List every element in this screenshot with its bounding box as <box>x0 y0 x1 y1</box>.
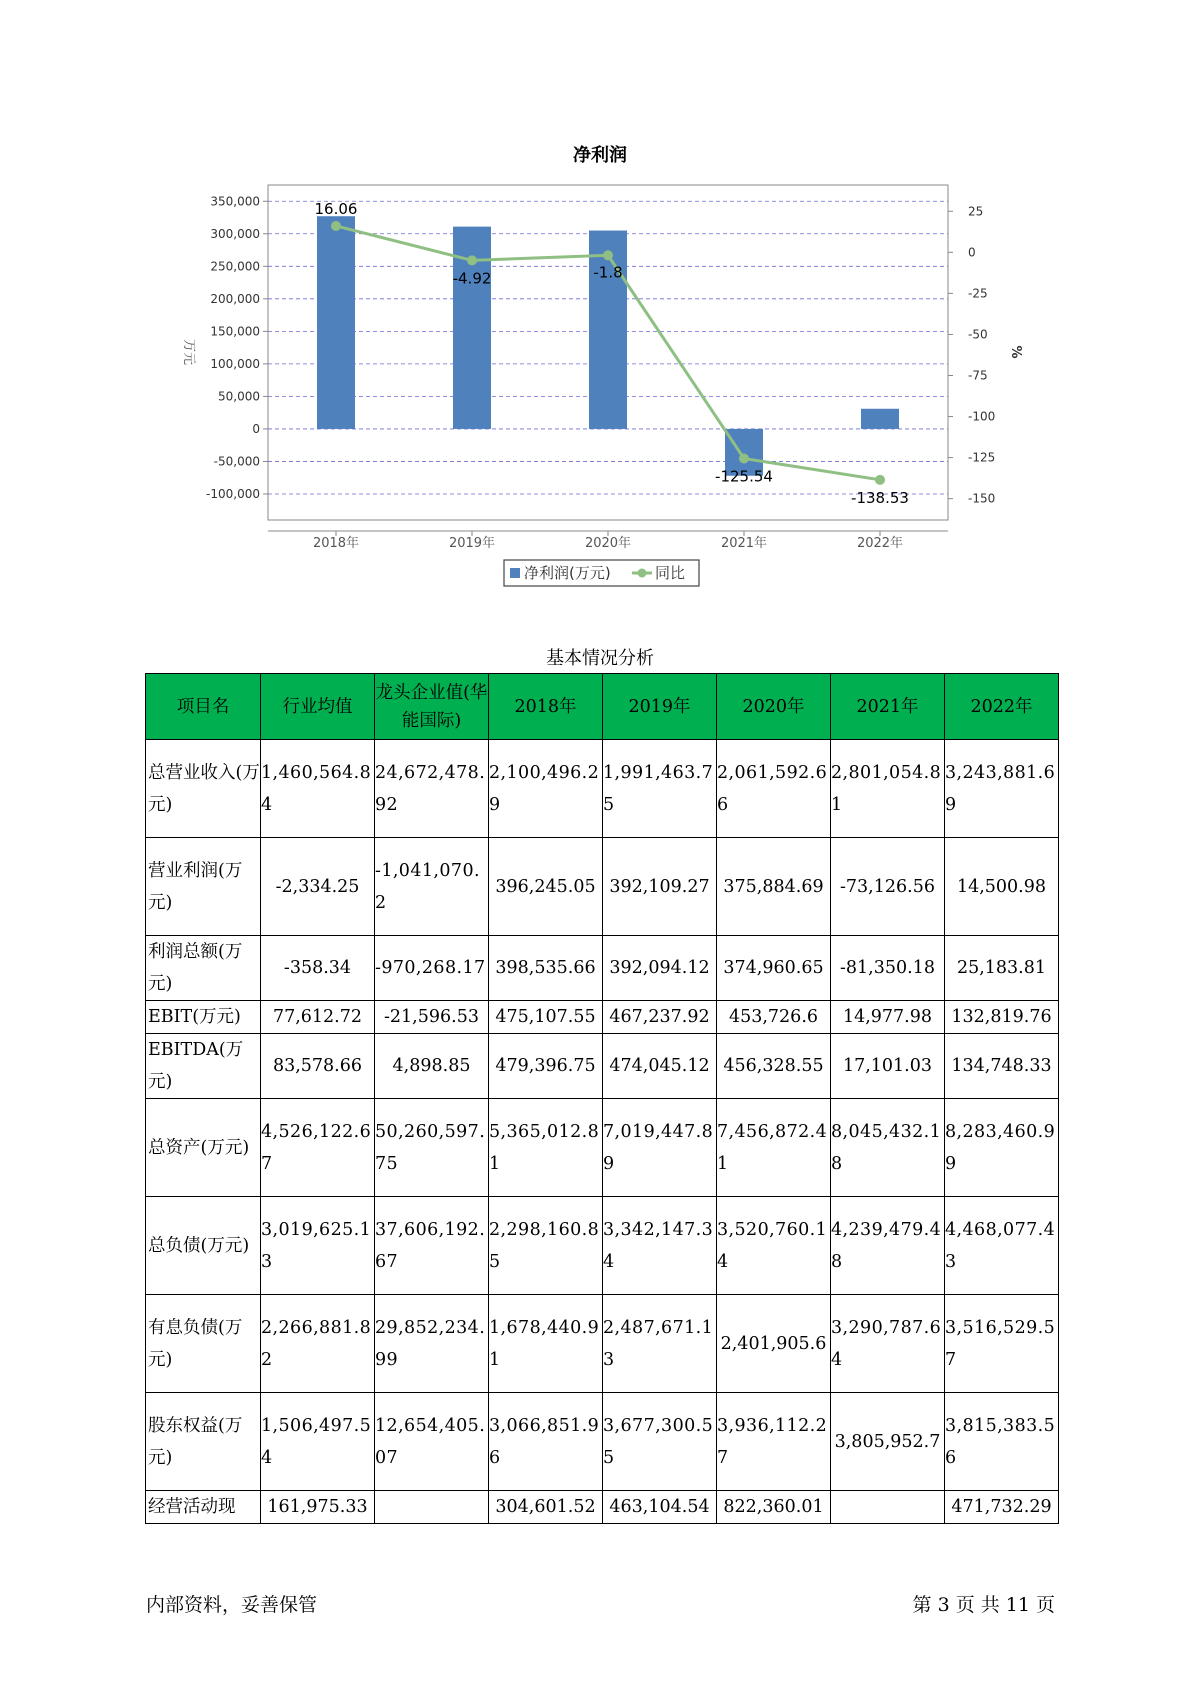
table-cell: 2,061,592.66 <box>717 740 831 838</box>
table-cell: 1,460,564.84 <box>261 740 375 838</box>
row-label: 营业利润(万元) <box>146 838 261 936</box>
table-cell: 7,019,447.89 <box>603 1099 717 1197</box>
table-row <box>146 1295 1059 1393</box>
left-tick-label: 200,000 <box>210 291 260 306</box>
table-cell: 3,342,147.34 <box>603 1197 717 1295</box>
table-row <box>146 1099 1059 1197</box>
table-cell: 392,094.12 <box>603 936 717 1001</box>
line-point <box>331 221 341 231</box>
table-cell: 132,819.76 <box>945 1001 1059 1034</box>
table-cell: 134,748.33 <box>945 1034 1059 1099</box>
table-cell: 3,019,625.13 <box>261 1197 375 1295</box>
table-cell: 456,328.55 <box>717 1034 831 1099</box>
table-cell: 14,500.98 <box>945 838 1059 936</box>
table-cell: 12,654,405.07 <box>375 1393 489 1491</box>
table-cell <box>831 1491 945 1524</box>
left-tick-label: -50,000 <box>213 454 260 469</box>
table-cell: 3,520,760.14 <box>717 1197 831 1295</box>
row-label: 股东权益(万元) <box>146 1393 261 1491</box>
header-item-name: 项目名 <box>146 674 261 740</box>
table-cell: 77,612.72 <box>261 1001 375 1034</box>
header-2020: 2020年 <box>717 674 831 740</box>
right-tick-label: -125 <box>968 450 996 465</box>
table-cell: 304,601.52 <box>489 1491 603 1524</box>
chart-title: 净利润 <box>573 145 627 166</box>
table-cell: 4,239,479.48 <box>831 1197 945 1295</box>
right-tick-label: 0 <box>968 245 976 260</box>
row-label: 有息负债(万元) <box>146 1295 261 1393</box>
table-cell: 375,884.69 <box>717 838 831 936</box>
table-cell: -1,041,070.2 <box>375 838 489 936</box>
row-label: 总资产(万元) <box>146 1099 261 1197</box>
x-tick-label: 2022年 <box>856 536 904 551</box>
table-cell: 29,852,234.99 <box>375 1295 489 1393</box>
basic-analysis-table <box>145 673 1059 1524</box>
right-axis-label: % <box>1008 345 1023 359</box>
table-cell: 3,290,787.64 <box>831 1295 945 1393</box>
legend-bar-label: 净利润(万元) <box>524 564 611 582</box>
table-row <box>146 1034 1059 1099</box>
table-cell: 463,104.54 <box>603 1491 717 1524</box>
table-cell: 2,266,881.82 <box>261 1295 375 1393</box>
table-cell: 8,283,460.99 <box>945 1099 1059 1197</box>
bar <box>317 216 355 429</box>
row-label: 总营业收入(万元) <box>146 740 261 838</box>
data-label: -1.8 <box>593 263 623 282</box>
table-cell: -970,268.17 <box>375 936 489 1001</box>
left-axis-label: 万元 <box>181 338 196 366</box>
table-cell: 50,260,597.75 <box>375 1099 489 1197</box>
x-tick-label: 2019年 <box>448 536 496 551</box>
table-row <box>146 740 1059 838</box>
table-cell: -21,596.53 <box>375 1001 489 1034</box>
table-row <box>146 936 1059 1001</box>
table-header-row <box>146 674 1059 740</box>
table-cell: 1,506,497.54 <box>261 1393 375 1491</box>
table-cell: 2,100,496.29 <box>489 740 603 838</box>
table-cell: 453,726.6 <box>717 1001 831 1034</box>
table-cell: 24,672,478.92 <box>375 740 489 838</box>
data-label: -4.92 <box>452 269 492 288</box>
table-cell: 17,101.03 <box>831 1034 945 1099</box>
table-cell: 2,487,671.13 <box>603 1295 717 1393</box>
table-cell: 467,237.92 <box>603 1001 717 1034</box>
left-tick-label: 350,000 <box>210 194 260 209</box>
table-cell: 3,243,881.69 <box>945 740 1059 838</box>
table-cell: 4,526,122.67 <box>261 1099 375 1197</box>
left-tick-label: -100,000 <box>206 486 260 501</box>
right-tick-label: -50 <box>968 327 988 342</box>
x-axis <box>268 531 948 551</box>
table-row <box>146 1393 1059 1491</box>
right-tick-label: -150 <box>968 491 996 506</box>
table-cell: 1,678,440.91 <box>489 1295 603 1393</box>
table-cell: 2,801,054.81 <box>831 740 945 838</box>
left-y-axis <box>206 194 268 501</box>
header-leader: 龙头企业值(华能国际) <box>375 674 489 740</box>
line-point <box>467 255 477 265</box>
row-label: 总负债(万元) <box>146 1197 261 1295</box>
table-cell: -358.34 <box>261 936 375 1001</box>
table-cell: 7,456,872.41 <box>717 1099 831 1197</box>
table-cell: 474,045.12 <box>603 1034 717 1099</box>
table-row <box>146 1001 1059 1034</box>
right-tick-label: -75 <box>968 368 988 383</box>
left-tick-label: 50,000 <box>218 389 260 404</box>
left-tick-label: 100,000 <box>210 356 260 371</box>
right-tick-label: -100 <box>968 409 996 424</box>
line-point <box>603 250 613 260</box>
table-cell: 4,468,077.43 <box>945 1197 1059 1295</box>
header-industry-avg: 行业均值 <box>261 674 375 740</box>
legend <box>504 560 699 586</box>
table-row <box>146 1197 1059 1295</box>
table-row <box>146 1491 1059 1524</box>
right-y-axis <box>948 204 995 505</box>
row-label: 经营活动现 <box>146 1491 261 1524</box>
x-tick-label: 2020年 <box>584 536 632 551</box>
x-tick-label: 2018年 <box>312 536 360 551</box>
table-cell: 4,898.85 <box>375 1034 489 1099</box>
table-row <box>146 838 1059 936</box>
table-cell: -73,126.56 <box>831 838 945 936</box>
data-label: -138.53 <box>851 488 909 507</box>
legend-line-marker <box>638 569 647 578</box>
table-cell: 14,977.98 <box>831 1001 945 1034</box>
table-cell: 3,936,112.27 <box>717 1393 831 1491</box>
line-point <box>875 475 885 485</box>
right-tick-label: -25 <box>968 286 988 301</box>
left-tick-label: 0 <box>252 421 260 436</box>
header-2021: 2021年 <box>831 674 945 740</box>
x-tick-label: 2021年 <box>720 536 768 551</box>
table-cell: 2,401,905.6 <box>717 1295 831 1393</box>
data-label: -125.54 <box>715 467 773 486</box>
table-cell: 396,245.05 <box>489 838 603 936</box>
table-cell: 8,045,432.18 <box>831 1099 945 1197</box>
legend-bar-swatch <box>510 568 520 578</box>
net-profit-chart <box>0 0 1191 600</box>
table-cell: 398,535.66 <box>489 936 603 1001</box>
table-title: 基本情况分析 <box>546 648 654 669</box>
header-2018: 2018年 <box>489 674 603 740</box>
table-cell: 822,360.01 <box>717 1491 831 1524</box>
table-cell: 3,805,952.7 <box>831 1393 945 1491</box>
legend-line-label: 同比 <box>655 564 686 582</box>
bar <box>861 409 899 429</box>
left-tick-label: 300,000 <box>210 226 260 241</box>
table-cell: -81,350.18 <box>831 936 945 1001</box>
footer-confidential: 内部资料，妥善保管 <box>146 1594 318 1616</box>
table-cell: -2,334.25 <box>261 838 375 936</box>
table-cell: 3,815,383.56 <box>945 1393 1059 1491</box>
row-label: 利润总额(万元) <box>146 936 261 1001</box>
header-2019: 2019年 <box>603 674 717 740</box>
table-cell: 3,677,300.55 <box>603 1393 717 1491</box>
table-cell: 2,298,160.85 <box>489 1197 603 1295</box>
data-label: 16.06 <box>314 199 358 218</box>
table-cell: 37,606,192.67 <box>375 1197 489 1295</box>
bar <box>589 231 627 429</box>
table-cell: 475,107.55 <box>489 1001 603 1034</box>
table-cell: 374,960.65 <box>717 936 831 1001</box>
left-tick-label: 150,000 <box>210 324 260 339</box>
table-cell: 161,975.33 <box>261 1491 375 1524</box>
right-tick-label: 25 <box>968 204 984 219</box>
table-cell: 392,109.27 <box>603 838 717 936</box>
table-cell: 479,396.75 <box>489 1034 603 1099</box>
header-2022: 2022年 <box>945 674 1059 740</box>
row-label: EBITDA(万元) <box>146 1034 261 1099</box>
table-cell: 1,991,463.75 <box>603 740 717 838</box>
table-cell: 3,516,529.57 <box>945 1295 1059 1393</box>
table-cell <box>375 1491 489 1524</box>
table-cell: 25,183.81 <box>945 936 1059 1001</box>
line-point <box>739 453 749 463</box>
table-cell: 83,578.66 <box>261 1034 375 1099</box>
footer-page-number: 第 3 页 共 11 页 <box>912 1594 1055 1616</box>
table-cell: 5,365,012.81 <box>489 1099 603 1197</box>
left-tick-label: 250,000 <box>210 259 260 274</box>
table-cell: 3,066,851.96 <box>489 1393 603 1491</box>
row-label: EBIT(万元) <box>146 1001 261 1034</box>
table-cell: 471,732.29 <box>945 1491 1059 1524</box>
